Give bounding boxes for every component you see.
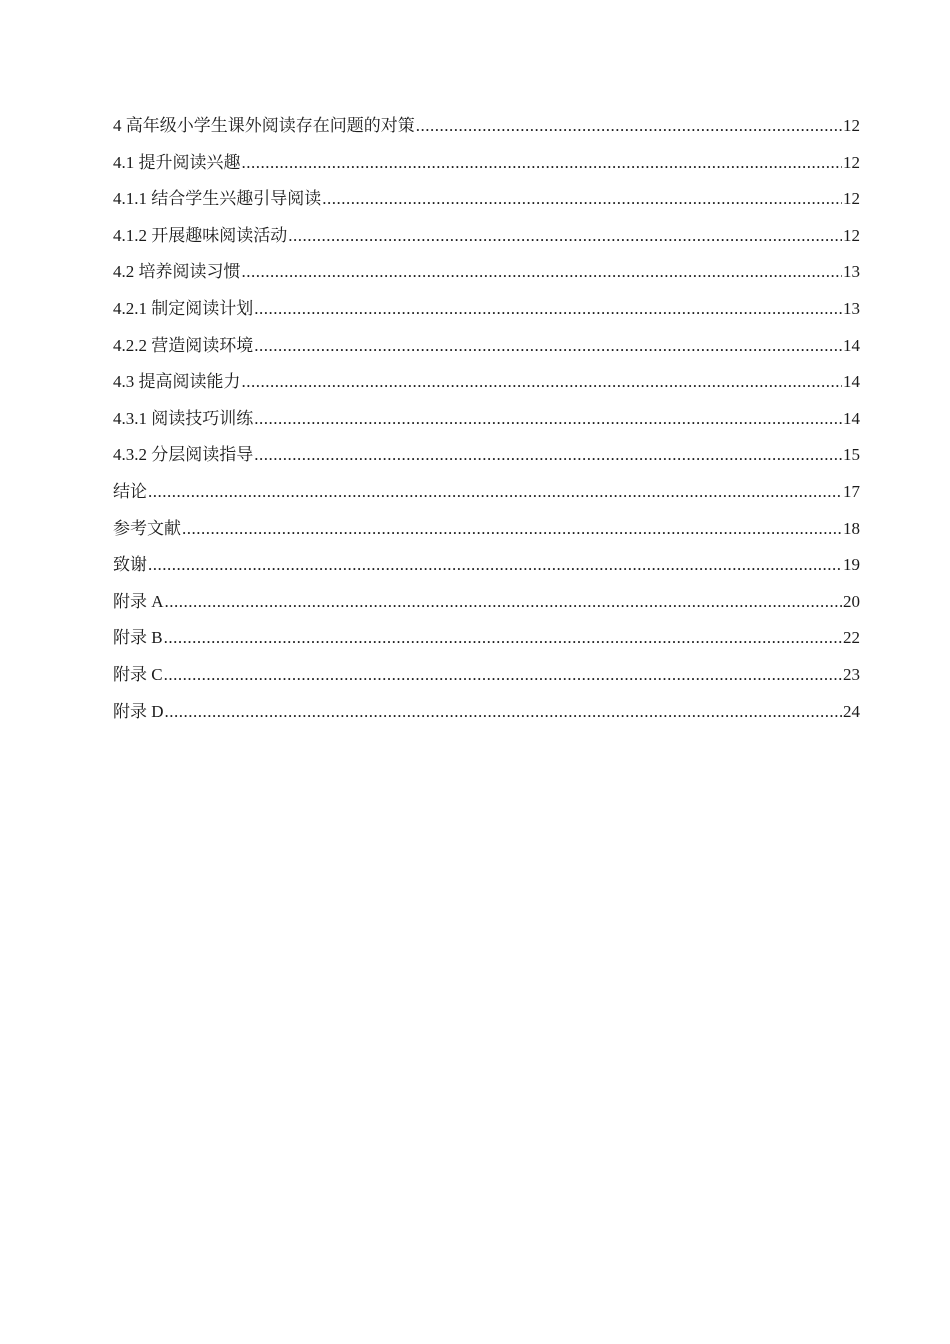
toc-entry[interactable]	[113, 407, 860, 444]
toc-entry[interactable]	[113, 626, 860, 663]
table-of-contents	[113, 114, 860, 736]
toc-entry-page: 20	[843, 591, 860, 611]
toc-dot-leader	[165, 700, 842, 724]
toc-dot-leader	[322, 187, 842, 211]
toc-entry-title: 4.2 培养阅读习惯	[113, 262, 241, 282]
toc-entry-page: 22	[843, 628, 860, 648]
toc-entry-page: 15	[843, 445, 860, 465]
toc-entry-page: 12	[843, 189, 860, 209]
toc-entry-title: 附录 A	[113, 591, 164, 611]
toc-entry[interactable]	[113, 224, 860, 261]
toc-entry-page: 13	[843, 298, 860, 318]
toc-dot-leader	[254, 297, 842, 321]
toc-entry[interactable]	[113, 553, 860, 590]
toc-entry-title: 4.3 提高阅读能力	[113, 372, 241, 392]
toc-dot-leader	[148, 553, 842, 577]
toc-entry-page: 14	[843, 335, 860, 355]
toc-entry[interactable]	[113, 590, 860, 627]
toc-entry-title: 4.1 提升阅读兴趣	[113, 152, 241, 172]
toc-dot-leader	[254, 334, 842, 358]
toc-entry-page: 19	[843, 555, 860, 575]
toc-entry[interactable]	[113, 260, 860, 297]
toc-entry[interactable]	[113, 334, 860, 371]
toc-entry[interactable]	[113, 443, 860, 480]
toc-entry-title: 参考文献	[113, 518, 181, 538]
toc-entry-title: 4.2.2 营造阅读环境	[113, 335, 254, 355]
toc-dot-leader	[242, 260, 843, 284]
toc-entry-page: 12	[843, 225, 860, 245]
toc-entry-title: 4.1.1 结合学生兴趣引导阅读	[113, 189, 322, 209]
toc-dot-leader	[165, 590, 842, 614]
toc-entry-title: 4 高年级小学生课外阅读存在问题的对策	[113, 116, 415, 135]
toc-entry-page: 12	[843, 116, 860, 135]
toc-entry-title: 附录 D	[113, 701, 164, 721]
toc-entry[interactable]	[113, 480, 860, 517]
toc-entry-page: 24	[843, 701, 860, 721]
toc-dot-leader	[254, 407, 842, 431]
toc-entry-title: 4.3.2 分层阅读指导	[113, 445, 254, 465]
toc-dot-leader	[242, 370, 843, 394]
toc-dot-leader	[164, 663, 842, 687]
toc-dot-leader	[416, 114, 842, 138]
toc-entry[interactable]	[113, 114, 860, 151]
toc-entry-title: 结论	[113, 481, 147, 501]
toc-entry-page: 17	[843, 481, 860, 501]
toc-entry-title: 附录 C	[113, 664, 163, 684]
toc-entry-title: 4.1.2 开展趣味阅读活动	[113, 225, 288, 245]
toc-entry-page: 23	[843, 664, 860, 684]
toc-entry[interactable]	[113, 517, 860, 554]
toc-dot-leader	[242, 151, 843, 175]
toc-dot-leader	[164, 626, 842, 650]
toc-entry-page: 14	[843, 408, 860, 428]
toc-entry-page: 18	[843, 518, 860, 538]
toc-entry-title: 4.3.1 阅读技巧训练	[113, 408, 254, 428]
toc-entry[interactable]	[113, 297, 860, 334]
toc-entry-page: 14	[843, 372, 860, 392]
toc-dot-leader	[148, 480, 842, 504]
toc-entry[interactable]	[113, 663, 860, 700]
toc-dot-leader	[288, 224, 842, 248]
toc-entry[interactable]	[113, 700, 860, 737]
toc-dot-leader	[254, 443, 842, 467]
toc-entry-page: 12	[843, 152, 860, 172]
toc-entry-title: 附录 B	[113, 628, 163, 648]
toc-entry-title: 致谢	[113, 555, 147, 575]
toc-entry[interactable]	[113, 370, 860, 407]
toc-dot-leader	[182, 517, 842, 541]
toc-entry-title: 4.2.1 制定阅读计划	[113, 298, 254, 318]
toc-entry[interactable]	[113, 151, 860, 188]
toc-entry[interactable]	[113, 187, 860, 224]
toc-entry-page: 13	[843, 262, 860, 282]
